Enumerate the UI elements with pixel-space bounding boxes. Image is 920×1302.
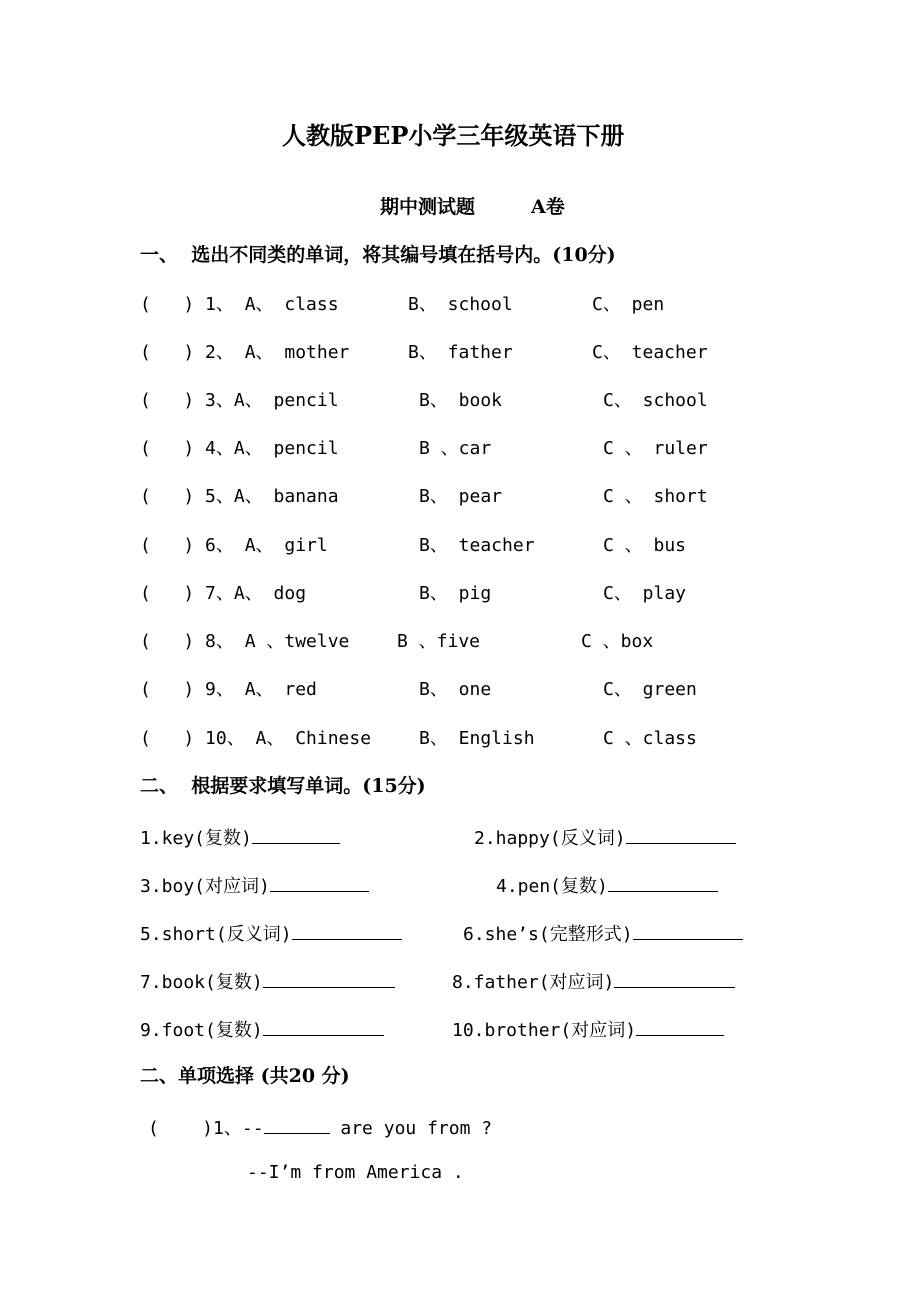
option-b: B、 father xyxy=(408,342,513,363)
exam-subtitle: 期中测试题 xyxy=(380,196,476,218)
fill-item: 9.foot(复数) xyxy=(140,1018,384,1040)
option-b: B 、car xyxy=(419,438,492,459)
option-c: C、 school xyxy=(603,390,708,411)
question-prefix: ( ) 5、A、 banana xyxy=(140,486,339,507)
option-c: C、 teacher xyxy=(592,342,708,363)
section-3-heading: 二、单项选择 (共20 分) xyxy=(140,1065,350,1087)
question-prefix: ( ) 8、 A 、twelve xyxy=(140,631,350,652)
option-b: B、 one xyxy=(419,679,492,700)
fill-item: 8.father(对应词) xyxy=(452,970,735,992)
answer-blank[interactable] xyxy=(633,922,743,940)
answer-blank[interactable] xyxy=(608,874,718,892)
answer-blank[interactable] xyxy=(252,826,340,844)
fill-item: 10.brother(对应词) xyxy=(452,1018,724,1040)
question-prefix: ( ) 1、 A、 class xyxy=(140,294,339,315)
question-prefix: ( ) 9、 A、 red xyxy=(140,679,317,700)
option-c: C 、 bus xyxy=(603,535,687,556)
option-b: B、 book xyxy=(419,390,503,411)
fill-item: 4.pen(复数) xyxy=(496,874,718,896)
choice-question-1-answer: --I’m from America . xyxy=(247,1162,464,1183)
fill-item: 2.happy(反义词) xyxy=(474,826,736,848)
question-prefix: ( ) 7、A、 dog xyxy=(140,583,307,604)
option-c: C 、class xyxy=(603,728,697,749)
question-prefix: ( ) 10、 A、 Chinese xyxy=(140,728,372,749)
answer-blank[interactable] xyxy=(264,1116,330,1134)
fill-item: 1.key(复数) xyxy=(140,826,340,848)
option-c: C 、 short xyxy=(603,486,708,507)
question-prefix: ( ) 4、A、 pencil xyxy=(140,438,339,459)
option-b: B、 pear xyxy=(419,486,503,507)
answer-blank[interactable] xyxy=(614,970,735,988)
question-prefix: ( ) 6、 A、 girl xyxy=(140,535,328,556)
option-c: C、 green xyxy=(603,679,697,700)
answer-blank[interactable] xyxy=(626,826,736,844)
choice-question-1: ( )1、-- are you from ? xyxy=(148,1118,493,1139)
option-c: C 、 ruler xyxy=(603,438,708,459)
option-c: C 、box xyxy=(581,631,654,652)
answer-blank[interactable] xyxy=(270,874,369,892)
page-title: 人教版PEP小学三年级英语下册 xyxy=(282,121,625,150)
option-c: C、 play xyxy=(603,583,687,604)
paper-label: A卷 xyxy=(531,196,565,218)
fill-item: 3.boy(对应词) xyxy=(140,874,369,896)
section-2-heading: 二、 根据要求填写单词。(15分) xyxy=(140,775,426,797)
question-prefix: ( ) 3、A、 pencil xyxy=(140,390,339,411)
option-b: B、 English xyxy=(419,728,535,749)
fill-item: 5.short(反义词) xyxy=(140,922,402,944)
question-prefix: ( ) 2、 A、 mother xyxy=(140,342,350,363)
answer-blank[interactable] xyxy=(292,922,402,940)
option-b: B 、five xyxy=(397,631,481,652)
answer-blank[interactable] xyxy=(263,1018,384,1036)
option-b: B、 teacher xyxy=(419,535,535,556)
option-c: C、 pen xyxy=(592,294,665,315)
section-1-heading: 一、 选出不同类的单词，将其编号填在括号内。(10分) xyxy=(140,244,616,266)
fill-item: 6.she’s(完整形式) xyxy=(463,922,743,944)
option-b: B、 pig xyxy=(419,583,492,604)
fill-item: 7.book(复数) xyxy=(140,970,395,992)
option-b: B、 school xyxy=(408,294,513,315)
answer-blank[interactable] xyxy=(263,970,395,988)
answer-blank[interactable] xyxy=(636,1018,724,1036)
